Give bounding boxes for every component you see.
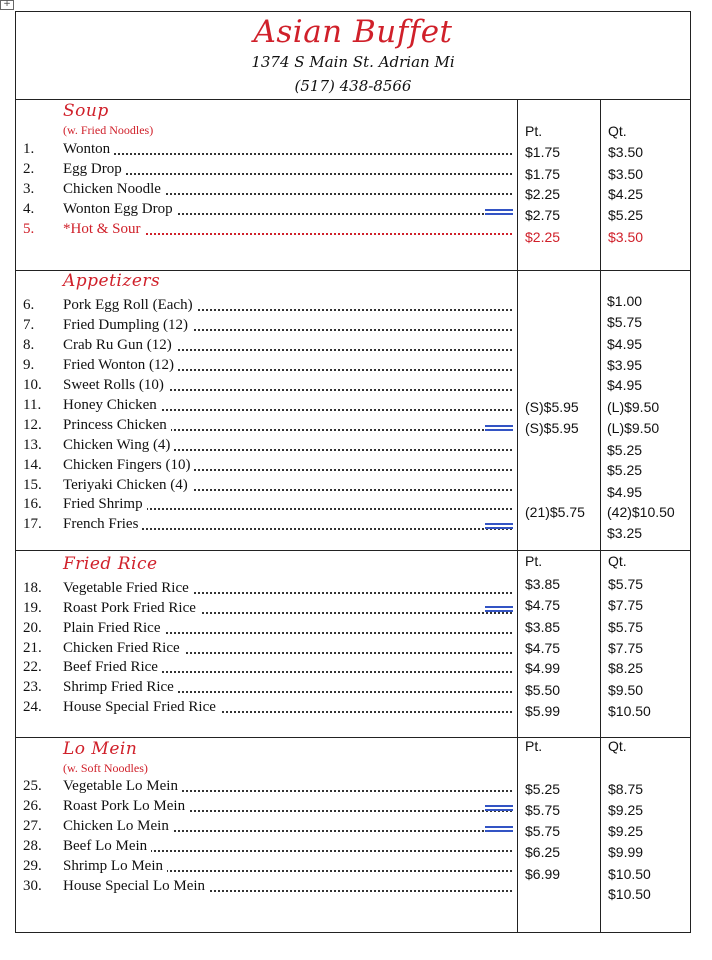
price-qt: $1.00 bbox=[607, 293, 643, 309]
price-pt: (S)$5.95 bbox=[525, 420, 579, 436]
price-pt: $4.75 bbox=[525, 640, 561, 656]
menu-item bbox=[20, 159, 512, 179]
leader-dots bbox=[63, 153, 512, 155]
divider-header bbox=[15, 99, 691, 100]
column-header-pt: Pt. bbox=[525, 123, 543, 139]
price-pt: $1.75 bbox=[525, 166, 561, 182]
price-qt: $9.50 bbox=[608, 682, 644, 698]
item-name: Fried Shrimp bbox=[63, 494, 147, 514]
menu-item bbox=[20, 598, 512, 618]
item-number: 2. bbox=[23, 161, 35, 177]
item-number: 13. bbox=[23, 437, 42, 453]
item-number: 7. bbox=[23, 317, 35, 333]
item-number: 24. bbox=[23, 699, 42, 715]
menu-item bbox=[20, 657, 512, 677]
divider-appetizers bbox=[15, 550, 691, 551]
item-name: Chicken Fried Rice bbox=[63, 638, 184, 658]
item-number: 21. bbox=[23, 640, 42, 656]
double-line-marker bbox=[485, 209, 513, 215]
menu-item bbox=[20, 796, 512, 816]
item-name: Honey Chicken bbox=[63, 395, 161, 415]
menu-item bbox=[20, 514, 512, 534]
price-pt: $3.85 bbox=[525, 619, 561, 635]
item-name: Beef Fried Rice bbox=[63, 657, 162, 677]
item-name: Vegetable Fried Rice bbox=[63, 578, 193, 598]
double-line-marker bbox=[485, 425, 513, 431]
price-pt: $5.25 bbox=[525, 781, 561, 797]
item-number: 11. bbox=[23, 397, 42, 413]
restaurant-phone: (517) 438-8566 bbox=[294, 77, 412, 95]
item-name: Teriyaki Chicken (4) bbox=[63, 475, 192, 495]
item-name: Sweet Rolls (10) bbox=[63, 375, 168, 395]
item-name: Roast Pork Fried Rice bbox=[63, 598, 200, 618]
menu-item bbox=[20, 315, 512, 335]
price-qt: (L)$9.50 bbox=[607, 399, 660, 415]
item-number: 5. bbox=[23, 221, 35, 237]
item-number: 16. bbox=[23, 496, 42, 512]
item-name: Fried Wonton (12) bbox=[63, 355, 178, 375]
item-name: Pork Egg Roll (Each) bbox=[63, 295, 197, 315]
menu-item bbox=[20, 578, 512, 598]
section-title-soup: Soup bbox=[63, 101, 109, 121]
price-qt: (L)$9.50 bbox=[607, 420, 660, 436]
item-number: 19. bbox=[23, 600, 42, 616]
price-pt: $6.99 bbox=[525, 866, 561, 882]
item-number: 27. bbox=[23, 818, 42, 834]
item-name: *Hot & Sour bbox=[63, 219, 145, 239]
menu-item bbox=[20, 415, 512, 435]
menu-item bbox=[20, 395, 512, 415]
price-qt: $4.95 bbox=[607, 336, 643, 352]
section-title-lo_mein: Lo Mein bbox=[63, 739, 138, 759]
item-name: Roast Pork Lo Mein bbox=[63, 796, 189, 816]
item-name: Wonton Egg Drop bbox=[63, 199, 177, 219]
price-qt: $3.25 bbox=[607, 525, 643, 541]
price-qt: $5.25 bbox=[607, 442, 643, 458]
menu-item bbox=[20, 638, 512, 658]
section-note-soup: (w. Fried Noodles) bbox=[63, 123, 154, 137]
price-pt: (21)$5.75 bbox=[525, 504, 585, 520]
item-number: 29. bbox=[23, 858, 42, 874]
price-pt: $4.75 bbox=[525, 597, 561, 613]
menu-item bbox=[20, 618, 512, 638]
price-qt: $3.50 bbox=[608, 144, 644, 160]
price-pt: $5.50 bbox=[525, 682, 561, 698]
price-pt: $2.75 bbox=[525, 207, 561, 223]
double-line-marker bbox=[485, 606, 513, 612]
menu-item bbox=[20, 776, 512, 796]
menu-item bbox=[20, 219, 512, 239]
price-pt: $3.85 bbox=[525, 576, 561, 592]
item-number: 26. bbox=[23, 798, 42, 814]
price-qt: $10.50 bbox=[608, 866, 651, 882]
price-qt: $3.50 bbox=[608, 229, 644, 245]
price-pt: $2.25 bbox=[525, 229, 561, 245]
item-name: Princess Chicken bbox=[63, 415, 171, 435]
price-qt: $4.95 bbox=[607, 484, 643, 500]
menu-item bbox=[20, 375, 512, 395]
item-number: 3. bbox=[23, 181, 35, 197]
column-divider-qt bbox=[600, 99, 601, 933]
menu-item bbox=[20, 494, 512, 514]
price-qt: $8.75 bbox=[608, 781, 644, 797]
item-number: 1. bbox=[23, 141, 35, 157]
item-number: 18. bbox=[23, 580, 42, 596]
item-number: 28. bbox=[23, 838, 42, 854]
item-name: Chicken Noodle bbox=[63, 179, 165, 199]
column-divider-pt bbox=[517, 99, 518, 933]
menu-item bbox=[20, 295, 512, 315]
menu-item bbox=[20, 179, 512, 199]
item-number: 10. bbox=[23, 377, 42, 393]
price-qt: $10.50 bbox=[608, 703, 651, 719]
item-name: Vegetable Lo Mein bbox=[63, 776, 182, 796]
menu-item bbox=[20, 355, 512, 375]
item-name: Egg Drop bbox=[63, 159, 126, 179]
price-pt: $5.99 bbox=[525, 703, 561, 719]
column-header-pt: Pt. bbox=[525, 738, 543, 754]
price-qt: $7.75 bbox=[608, 640, 644, 656]
double-line-marker bbox=[485, 826, 513, 832]
price-qt: $4.95 bbox=[607, 377, 643, 393]
restaurant-title: Asian Buffet bbox=[253, 14, 453, 50]
item-number: 20. bbox=[23, 620, 42, 636]
price-pt: $6.25 bbox=[525, 844, 561, 860]
item-number: 30. bbox=[23, 878, 42, 894]
item-name: House Special Fried Rice bbox=[63, 697, 220, 717]
item-number: 4. bbox=[23, 201, 35, 217]
item-name: Crab Ru Gun (12) bbox=[63, 335, 176, 355]
item-number: 6. bbox=[23, 297, 35, 313]
item-number: 23. bbox=[23, 679, 42, 695]
menu-item bbox=[20, 199, 512, 219]
price-pt: $5.75 bbox=[525, 802, 561, 818]
section-title-fried_rice: Fried Rice bbox=[63, 554, 158, 574]
menu-item bbox=[20, 697, 512, 717]
menu-item bbox=[20, 335, 512, 355]
leader-dots bbox=[63, 173, 512, 175]
price-qt: $9.99 bbox=[608, 844, 644, 860]
item-name: Chicken Fingers (10) bbox=[63, 455, 194, 475]
item-number: 8. bbox=[23, 337, 35, 353]
price-pt: $1.75 bbox=[525, 144, 561, 160]
price-qt: $5.75 bbox=[607, 314, 643, 330]
price-qt: $5.25 bbox=[607, 462, 643, 478]
price-qt: $5.75 bbox=[608, 619, 644, 635]
price-qt: $8.25 bbox=[608, 660, 644, 676]
price-pt: $5.75 bbox=[525, 823, 561, 839]
item-name: House Special Lo Mein bbox=[63, 876, 209, 896]
item-name: Shrimp Lo Mein bbox=[63, 856, 167, 876]
item-name: French Fries bbox=[63, 514, 142, 534]
item-number: 15. bbox=[23, 477, 42, 493]
price-pt: $4.99 bbox=[525, 660, 561, 676]
price-qt: $10.50 bbox=[608, 886, 651, 902]
menu-item bbox=[20, 876, 512, 896]
price-qt: $4.25 bbox=[608, 186, 644, 202]
item-number: 9. bbox=[23, 357, 35, 373]
item-name: Plain Fried Rice bbox=[63, 618, 165, 638]
price-qt: (42)$10.50 bbox=[607, 504, 675, 520]
item-name: Beef Lo Mein bbox=[63, 836, 151, 856]
double-line-marker bbox=[485, 523, 513, 529]
restaurant-address: 1374 S Main St. Adrian Mi bbox=[251, 53, 455, 71]
double-line-marker bbox=[485, 805, 513, 811]
section-title-appetizers: Appetizers bbox=[63, 271, 161, 291]
column-header-pt: Pt. bbox=[525, 553, 543, 569]
price-pt: $2.25 bbox=[525, 186, 561, 202]
menu-item bbox=[20, 475, 512, 495]
menu-item bbox=[20, 836, 512, 856]
price-qt: $3.95 bbox=[607, 357, 643, 373]
item-number: 22. bbox=[23, 659, 42, 675]
divider-fried-rice bbox=[15, 737, 691, 738]
item-number: 17. bbox=[23, 516, 42, 532]
item-number: 12. bbox=[23, 417, 42, 433]
price-qt: $9.25 bbox=[608, 823, 644, 839]
menu-item bbox=[20, 677, 512, 697]
item-name: Fried Dumpling (12) bbox=[63, 315, 192, 335]
item-name: Wonton bbox=[63, 139, 114, 159]
menu-item bbox=[20, 139, 512, 159]
price-qt: $5.75 bbox=[608, 576, 644, 592]
price-qt: $7.75 bbox=[608, 597, 644, 613]
menu-item bbox=[20, 435, 512, 455]
item-name: Chicken Wing (4) bbox=[63, 435, 174, 455]
menu-item bbox=[20, 816, 512, 836]
menu-item bbox=[20, 856, 512, 876]
item-name: Chicken Lo Mein bbox=[63, 816, 173, 836]
column-header-qt: Qt. bbox=[608, 123, 627, 139]
item-number: 14. bbox=[23, 457, 42, 473]
menu-item bbox=[20, 455, 512, 475]
price-qt: $9.25 bbox=[608, 802, 644, 818]
column-header-qt: Qt. bbox=[608, 738, 627, 754]
item-name: Shrimp Fried Rice bbox=[63, 677, 178, 697]
price-pt: (S)$5.95 bbox=[525, 399, 579, 415]
price-qt: $5.25 bbox=[608, 207, 644, 223]
column-header-qt: Qt. bbox=[608, 553, 627, 569]
item-number: 25. bbox=[23, 778, 42, 794]
corner-marker: + bbox=[0, 0, 14, 10]
section-note-lo_mein: (w. Soft Noodles) bbox=[63, 761, 148, 775]
price-qt: $3.50 bbox=[608, 166, 644, 182]
